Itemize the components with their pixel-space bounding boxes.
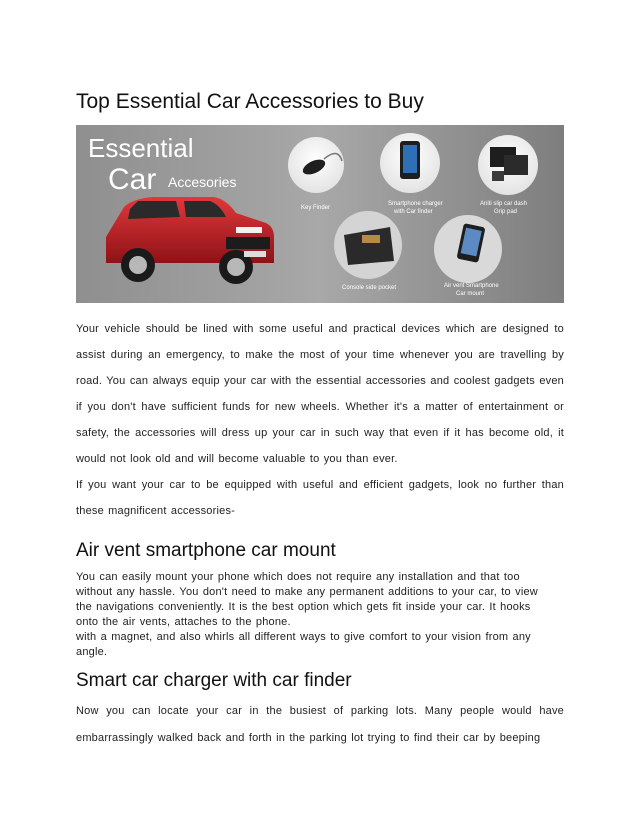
body-line: the navigations conveniently. It is the best option which gets fit inside your car. It hooks <box>76 601 531 613</box>
hero-heading-line2: Car <box>108 163 157 196</box>
caption-charger-line1: Smartphone charger <box>388 201 443 207</box>
caption-grip-line1: Aniti slip car dash <box>480 201 528 207</box>
section-body-smart-charger: Now you can locate your car in the busiest of parking lots. Many people would have embarrassingly walked back and forth in the parking lot trying to find their car by beeping <box>76 705 564 744</box>
hero-heading-line1: Essential <box>88 133 194 163</box>
body-line: You can easily mount your phone which does not require any installation and that too <box>76 571 520 583</box>
body-line: angle. <box>76 646 108 658</box>
hero-banner-image <box>76 125 564 303</box>
body-line: onto the air vents, attaches to the phone. <box>76 616 291 628</box>
body-line: without any hassle. You don't need to make any permanent additions to your car, to view <box>76 586 538 598</box>
caption-mount-line1: Air vent Smartphone <box>444 283 499 289</box>
body-line: with a magnet, and also whirls all different ways to give comfort to your vision from any <box>76 631 531 643</box>
caption-key-finder: Key Finder <box>301 205 331 211</box>
hero-illustration <box>76 125 564 303</box>
page-title: Top Essential Car Accessories to Buy <box>76 90 424 113</box>
section-heading-air-vent-mount: Air vent smartphone car mount <box>76 540 336 561</box>
section-body-air-vent-mount <box>76 570 564 660</box>
intro-paragraph-2: If you want your car to be equipped with useful and efficient gadgets, look no further than these magnificent accessories- <box>76 479 564 517</box>
hero-heading-line2-suffix: Accesories <box>168 174 237 190</box>
caption-charger-line2: with Car finder <box>394 209 433 215</box>
caption-console: Console side pocket <box>342 285 397 291</box>
caption-mount-line2: Car mount <box>456 291 485 297</box>
section-heading-smart-charger: Smart car charger with car finder <box>76 670 352 691</box>
intro-paragraph: Your vehicle should be lined with some useful and practical devices which are designed to assist during an emergency, to make the most of your time whenever you are travelling by road. You can always equip your car with the essential accessories and coolest gadgets even if you don't have sufficient funds for new wheels. Whether it's a matter of entertainment or safety, the accessories will dress up your car in such way that even if it has become old, it would not look old and will become valuable to you than ever. <box>76 323 564 465</box>
caption-grip-line2: Grip pad <box>494 209 518 215</box>
